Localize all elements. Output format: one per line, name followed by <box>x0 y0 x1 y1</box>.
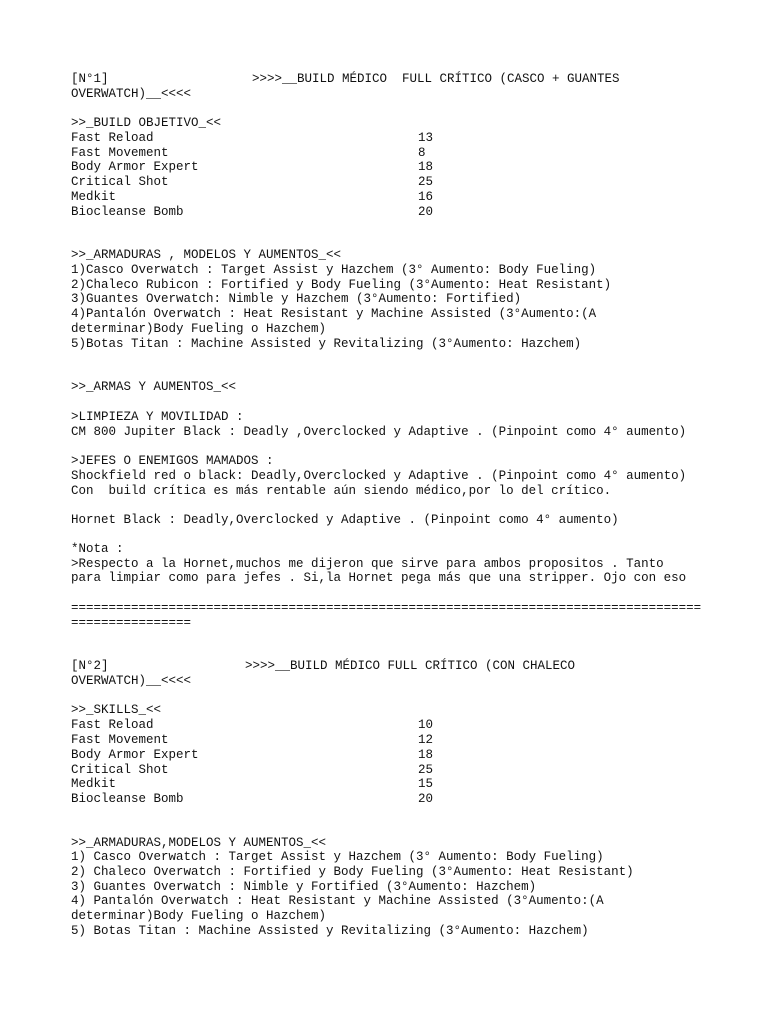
armor-line: 2)Chaleco Rubicon : Fortified y Body Fueling (3°Aumento: Heat Resistant) <box>71 278 612 292</box>
separator: ================ <box>71 616 192 630</box>
build2-number: [N°2] <box>71 659 109 673</box>
bosses-weapon: Shockfield red o black: Deadly,Overclocked y Adaptive . (Pinpoint como 4° aumento) <box>71 469 687 483</box>
note-line: para limpiar como para jefes . Si,la Hornet pega más que una stripper. Ojo con eso <box>71 571 687 585</box>
armor-line: 3)Guantes Overwatch: Nimble y Hazchem (3°Aumento: Fortified) <box>71 292 522 306</box>
armor-line: 4) Pantalón Overwatch : Heat Resistant y Machine Assisted (3°Aumento:(A <box>71 894 604 908</box>
skill-value: 10 <box>418 718 434 732</box>
bosses-header: >JEFES O ENEMIGOS MAMADOS : <box>71 454 274 468</box>
armor-line: determinar)Body Fueling o Hazchem) <box>71 909 327 923</box>
armor-line: 5)Botas Titan : Machine Assisted y Revitalizing (3°Aumento: Hazchem) <box>71 337 582 351</box>
build1-skills-header: >>_BUILD OBJETIVO_<< <box>71 116 222 130</box>
armor-line: 2) Chaleco Overwatch : Fortified y Body Fueling (3°Aumento: Heat Resistant) <box>71 865 634 879</box>
separator: ==================================================================================== <box>71 601 702 615</box>
skill-name: Body Armor Expert <box>71 160 199 174</box>
build2-skills-header: >>_SKILLS_<< <box>71 703 162 717</box>
armor-line: 3) Guantes Overwatch : Nimble y Fortified (3°Aumento: Hazchem) <box>71 880 537 894</box>
build2-title-cont: OVERWATCH)__<<<< <box>71 674 192 688</box>
build1-number: [N°1] <box>71 72 109 86</box>
armor-line: 4)Pantalón Overwatch : Heat Resistant y Machine Assisted (3°Aumento:(A <box>71 307 597 321</box>
skill-name: Fast Movement <box>71 146 169 160</box>
armor-line: determinar)Body Fueling o Hazchem) <box>71 322 327 336</box>
build1-title: >>>>__BUILD MÉDICO FULL CRÍTICO (CASCO + GUANTES <box>252 72 620 86</box>
build2-title: >>>>__BUILD MÉDICO FULL CRÍTICO (CON CHALECO <box>245 659 576 673</box>
skill-name: Fast Reload <box>71 718 154 732</box>
build2-armor-header: >>_ARMADURAS,MODELOS Y AUMENTOS_<< <box>71 836 327 850</box>
cleaning-weapon: CM 800 Jupiter Black : Deadly ,Overclocked y Adaptive . (Pinpoint como 4° aumento) <box>71 425 687 439</box>
skill-name: Biocleanse Bomb <box>71 205 184 219</box>
skill-value: 13 <box>418 131 434 145</box>
skill-name: Body Armor Expert <box>71 748 199 762</box>
skill-value: 25 <box>418 175 434 189</box>
skill-name: Critical Shot <box>71 175 169 189</box>
skill-value: 8 <box>418 146 426 160</box>
armor-line: 5) Botas Titan : Machine Assisted y Revitalizing (3°Aumento: Hazchem) <box>71 924 589 938</box>
skill-name: Medkit <box>71 190 117 204</box>
note-header: *Nota : <box>71 542 124 556</box>
skill-value: 16 <box>418 190 434 204</box>
skill-name: Fast Movement <box>71 733 169 747</box>
skill-value: 18 <box>418 160 434 174</box>
skill-name: Biocleanse Bomb <box>71 792 184 806</box>
build1-armor-header: >>_ARMADURAS , MODELOS Y AUMENTOS_<< <box>71 248 342 262</box>
skill-value: 12 <box>418 733 434 747</box>
skill-value: 15 <box>418 777 434 791</box>
armor-line: 1)Casco Overwatch : Target Assist y Hazchem (3° Aumento: Body Fueling) <box>71 263 597 277</box>
bosses-note: Con build crítica es más rentable aún siendo médico,por lo del crítico. <box>71 484 612 498</box>
skill-value: 18 <box>418 748 434 762</box>
armor-line: 1) Casco Overwatch : Target Assist y Hazchem (3° Aumento: Body Fueling) <box>71 850 604 864</box>
skill-value: 20 <box>418 792 434 806</box>
build1-weapons-header: >>_ARMAS Y AUMENTOS_<< <box>71 380 237 394</box>
hornet-weapon: Hornet Black : Deadly,Overclocked y Adaptive . (Pinpoint como 4° aumento) <box>71 513 619 527</box>
skill-name: Critical Shot <box>71 763 169 777</box>
skill-value: 25 <box>418 763 434 777</box>
cleaning-header: >LIMPIEZA Y MOVILIDAD : <box>71 410 244 424</box>
build1-title-cont: OVERWATCH)__<<<< <box>71 87 192 101</box>
skill-value: 20 <box>418 205 434 219</box>
skill-name: Medkit <box>71 777 117 791</box>
skill-name: Fast Reload <box>71 131 154 145</box>
note-line: >Respecto a la Hornet,muchos me dijeron que sirve para ambos propositos . Tanto <box>71 557 664 571</box>
